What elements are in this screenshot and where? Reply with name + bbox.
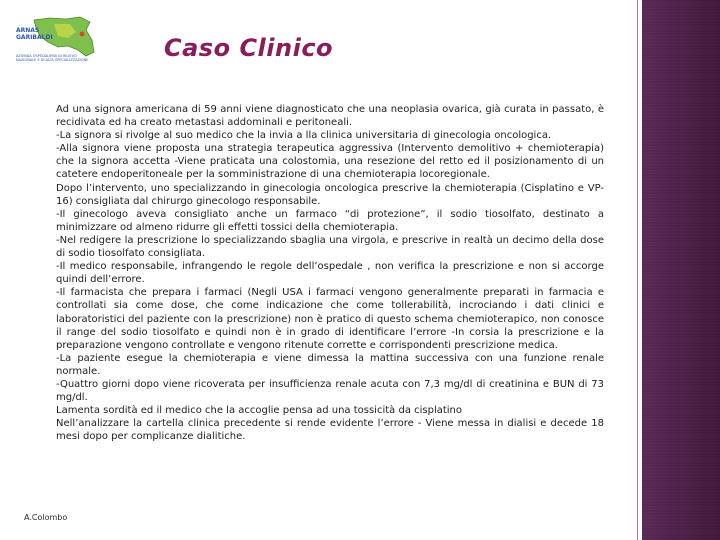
paragraph: -Il farmacista che prepara i farmaci (Negli USA i farmaci vengono generalmente preparati in farmacia e controllati sia come dose, che come indicazione che come tollerabilità, incrociando i dati clinici e laboratoristici del paziente con la prescrizione) non è pratico di questo schema chemioterapico, non conosce il range del sodio tiosolfato e quindi non è in grado di identificare l’errore -In corsia la prescrizione e la preparazione vengono controllate e vengono ritenute corrette e corrispondenti prescrizione medica. xyxy=(56,287,604,351)
logo-name-line1: ARNAS xyxy=(16,27,40,34)
paragraph: -Il medico responsabile, infrangendo le regole dell’ospedale , non verifica la prescrizione e non si accorge quindi dell’errore. xyxy=(56,261,604,286)
paragraph: -Il ginecologo aveva consigliato anche un farmaco “di protezione”, il sodio tiosolfato, destinato a minimizzare od almeno ridurre gli effetti tossici della chemioterapia. xyxy=(56,208,604,233)
paragraph: Ad una signora americana di 59 anni viene diagnosticato che una neoplasia ovarica, già curata in passato, è recidivata ed ha creato metastasi addominali e peritoneali. xyxy=(56,104,604,129)
divider-line xyxy=(637,0,638,540)
hospital-logo xyxy=(14,16,100,68)
logo-name xyxy=(16,27,53,41)
paragraph: Dopo l’intervento, uno specializzando in ginecologia oncologica prescrive la chemioterapia (Cisplatino e VP-16) consigliata dal chirurgo ginecologo responsabile. xyxy=(56,182,604,207)
paragraph: Nell’analizzare la cartella clinica precedente si rende evidente l’errore - Viene messa in dialisi e decede 18 mesi dopo per complicanze dialitiche. xyxy=(56,418,604,443)
paragraph: Lamenta sordità ed il medico che la accoglie pensa ad una tossicità da cisplatino xyxy=(56,405,463,417)
slide-title: Caso Clinico xyxy=(164,34,334,62)
paragraph: -Quattro giorni dopo viene ricoverata per insufficienza renale acuta con 7,3 mg/dl di creatinina e BUN di 73 mg/dl. xyxy=(56,378,604,404)
paragraph: -La paziente esegue la chemioterapia e viene dimessa la mattina successiva con una funzione renale normale. xyxy=(56,352,604,377)
paragraph: -Alla signora viene proposta una strategia terapeutica aggressiva (Intervento demolitivo + chemioterapia) che la signora accetta -Viene praticata una colostomia, una resezione del retto ed il posizionamento di un catetere endoperitoneale per la somministrazione di una chemioterapia locoregionale. xyxy=(56,143,604,181)
paragraph: -Nel redigere la prescrizione lo specializzando sbaglia una virgola, e prescrive in realtà un decimo della dose di sodio tiosolfato consigliata. xyxy=(56,234,604,260)
logo-subtitle: AZIENDA OSPEDALIERA DI RILIEVO NAZIONALE E DI ALTA SPECIALIZZAZIONE xyxy=(16,54,89,62)
bar-texture xyxy=(642,0,720,540)
logo-name-line2: GARIBALDI xyxy=(16,34,53,41)
paragraph: -La signora si rivolge al suo medico che la invia a lla clinica universitaria di ginecologia oncologica. xyxy=(56,130,552,142)
decorative-side-bar xyxy=(642,0,720,540)
author-footer: A.Colombo xyxy=(24,513,68,522)
case-text xyxy=(56,103,604,443)
